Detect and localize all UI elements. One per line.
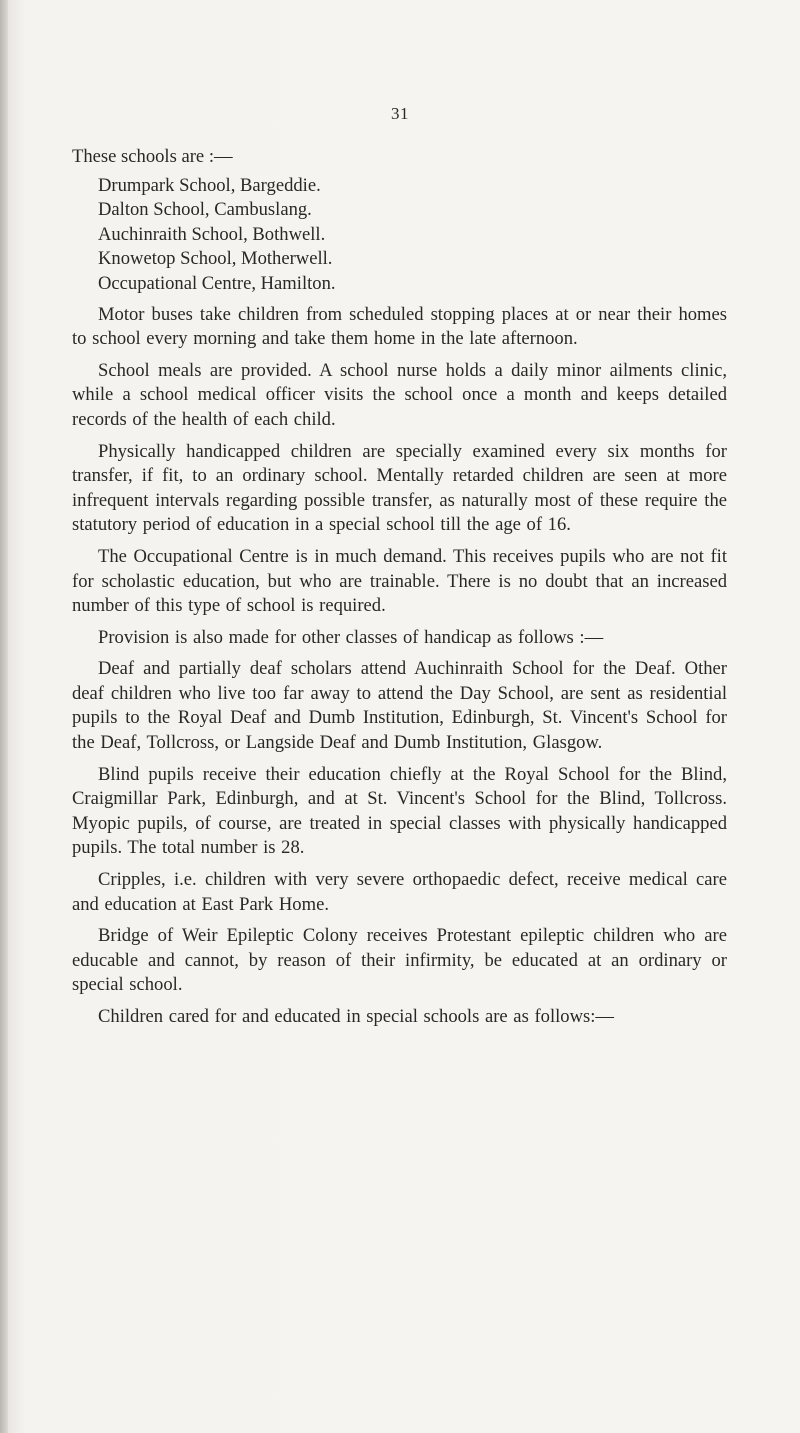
school-list-item: Occupational Centre, Hamilton. — [98, 272, 336, 294]
school-list-item: Dalton School, Cambuslang. — [98, 199, 312, 221]
school-list-item: Auchinraith School, Bothwell. — [98, 223, 326, 245]
school-list — [72, 174, 727, 297]
paragraph-occupational-centre: The Occupational Centre is in much demand. This receives pupils who are not fit for scholastic education, but who are trainable. There is no doubt that an increased number of this type of school is required. — [72, 545, 727, 617]
paragraph-deaf: Deaf and partially deaf scholars attend Auchinraith School for the Deaf. Other deaf children who live too far away to attend the Day School, are sent as residential pupils to the Royal Deaf and Dumb Institution, Edinburgh, St. Vincent's School for the Deaf, Tollcross, or Langside Deaf and Dumb Institution, Glasgow. — [72, 658, 727, 754]
page-body — [72, 145, 727, 1037]
paragraph-school-meals: School meals are provided. A school nurse holds a daily minor ailments clinic, while a school medical officer visits the school once a month and keeps detailed records of the health of each child. — [72, 359, 727, 430]
paragraph-blind: Blind pupils receive their education chiefly at the Royal School for the Blind, Craigmillar Park, Edinburgh, and at St. Vincent's School for the Blind, Tollcross. Myopic pupils, of course, are treated in special classes with physically handicapped pupils. The total number is 28. — [72, 763, 727, 859]
paragraph-transport: Motor buses take children from scheduled stopping places at or near their homes to school every morning and take them home in the late afternoon. — [72, 303, 727, 350]
paragraph-cripples: Cripples, i.e. children with very severe orthopaedic defect, receive medical care and education at East Park Home. — [72, 869, 727, 915]
page-binding-edge — [0, 0, 8, 1433]
paragraph-handicapped-examination: Physically handicapped children are specially examined every six months for transfer, if fit, to an ordinary school. Mentally retarded children are seen at more infrequent intervals regarding possible transfer, as naturally most of these require the statutory period of education in a special school till the age of 16. — [72, 440, 727, 536]
paragraph-epileptic: Bridge of Weir Epileptic Colony receives Protestant epileptic children who are educable and cannot, by reason of their infirmity, be educated at an ordinary or special school. — [72, 925, 727, 996]
school-list-item: Knowetop School, Motherwell. — [98, 248, 333, 270]
page-number: 31 — [391, 104, 409, 123]
schools-intro: These schools are :— — [72, 146, 233, 167]
school-list-item: Drumpark School, Bargeddie. — [98, 174, 321, 196]
paragraph-special-schools-table-intro: Children cared for and educated in special schools are as follows:— — [98, 1006, 614, 1027]
paragraph-other-provision: Provision is also made for other classes of handicap as follows :— — [98, 626, 604, 648]
